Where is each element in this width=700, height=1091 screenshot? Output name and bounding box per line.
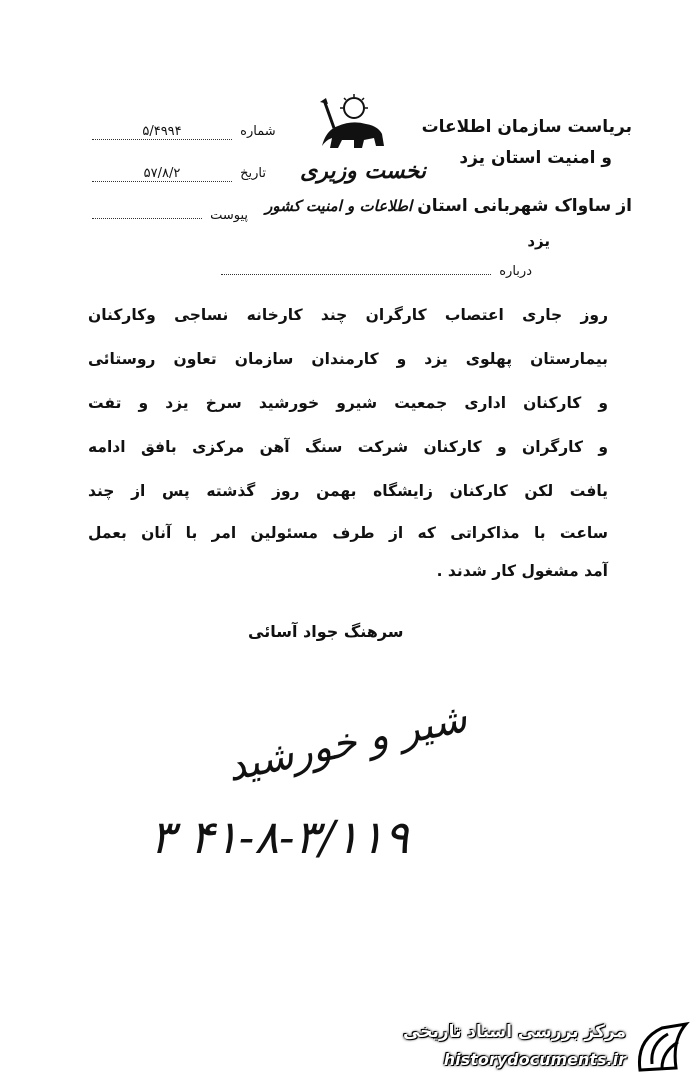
attachment-line: [92, 208, 248, 223]
number-label: شماره: [240, 124, 276, 139]
watermark-url: historydocuments.ir: [443, 1050, 626, 1069]
date-line: [92, 166, 266, 182]
body-line: روز جاری اعتصاب کارگران چند کارخانه نساجی وکارکنان: [88, 306, 608, 324]
lion-sun-emblem: [312, 94, 392, 154]
from-line: [265, 196, 632, 216]
body-line: بیمارستان پهلوی یزد و کارمندان سازمان تعاون روستائی: [88, 350, 608, 368]
org-line-1: بریاست سازمان اطلاعات: [421, 117, 632, 137]
subject-line: [221, 264, 532, 279]
archive-logo-icon: [632, 1020, 692, 1080]
lion-sun-icon: [312, 94, 392, 154]
org-line-2: و امنیت استان یزد: [459, 148, 612, 168]
subject-dots: [221, 274, 491, 275]
handwritten-from-correction: اطلاعات و امنیت کشور: [265, 197, 413, 215]
signatory-name: سرهنگ جواد آسائی: [248, 622, 404, 641]
body-line: یافت لکن کارکنان زایشگاه بهمن روز گذشته پس از چند: [88, 482, 608, 500]
number-line: [92, 124, 276, 140]
attachment-dots: [92, 218, 202, 219]
handwritten-number: ۳ ۴۱-۸-۳/۱۱۹: [150, 810, 409, 864]
watermark: [402, 1016, 692, 1080]
date-label: تاریخ: [240, 166, 267, 181]
city-line: یزد: [527, 232, 550, 250]
from-value: ساواک شهربانی استان: [417, 196, 612, 216]
body-line: آمد مشغول کار شدند .: [436, 562, 608, 580]
body-line: و کارگران و کارکنان شرکت سنگ آهن مرکزی بافق ادامه: [88, 438, 608, 456]
subject-label: درباره: [499, 264, 532, 279]
date-value: ۵۷/۸/۲: [92, 166, 232, 182]
body-line: و کارکنان اداری جمعیت شیرو خورشید سرخ یزد و تفت: [88, 394, 608, 412]
number-value: ۵/۴۹۹۴: [92, 124, 232, 140]
handwritten-note: شیر و خورشید: [222, 695, 471, 791]
attachment-label: پیوست: [210, 208, 249, 223]
from-label: از: [616, 196, 632, 216]
handwritten-prime-ministry: نخست وزیری: [300, 158, 426, 184]
watermark-title: مرکز بررسی اسناد تاریخی: [403, 1022, 626, 1042]
body-line: ساعت با مذاکراتی که از طرف مسئولین امر با آنان بعمل: [88, 524, 608, 542]
